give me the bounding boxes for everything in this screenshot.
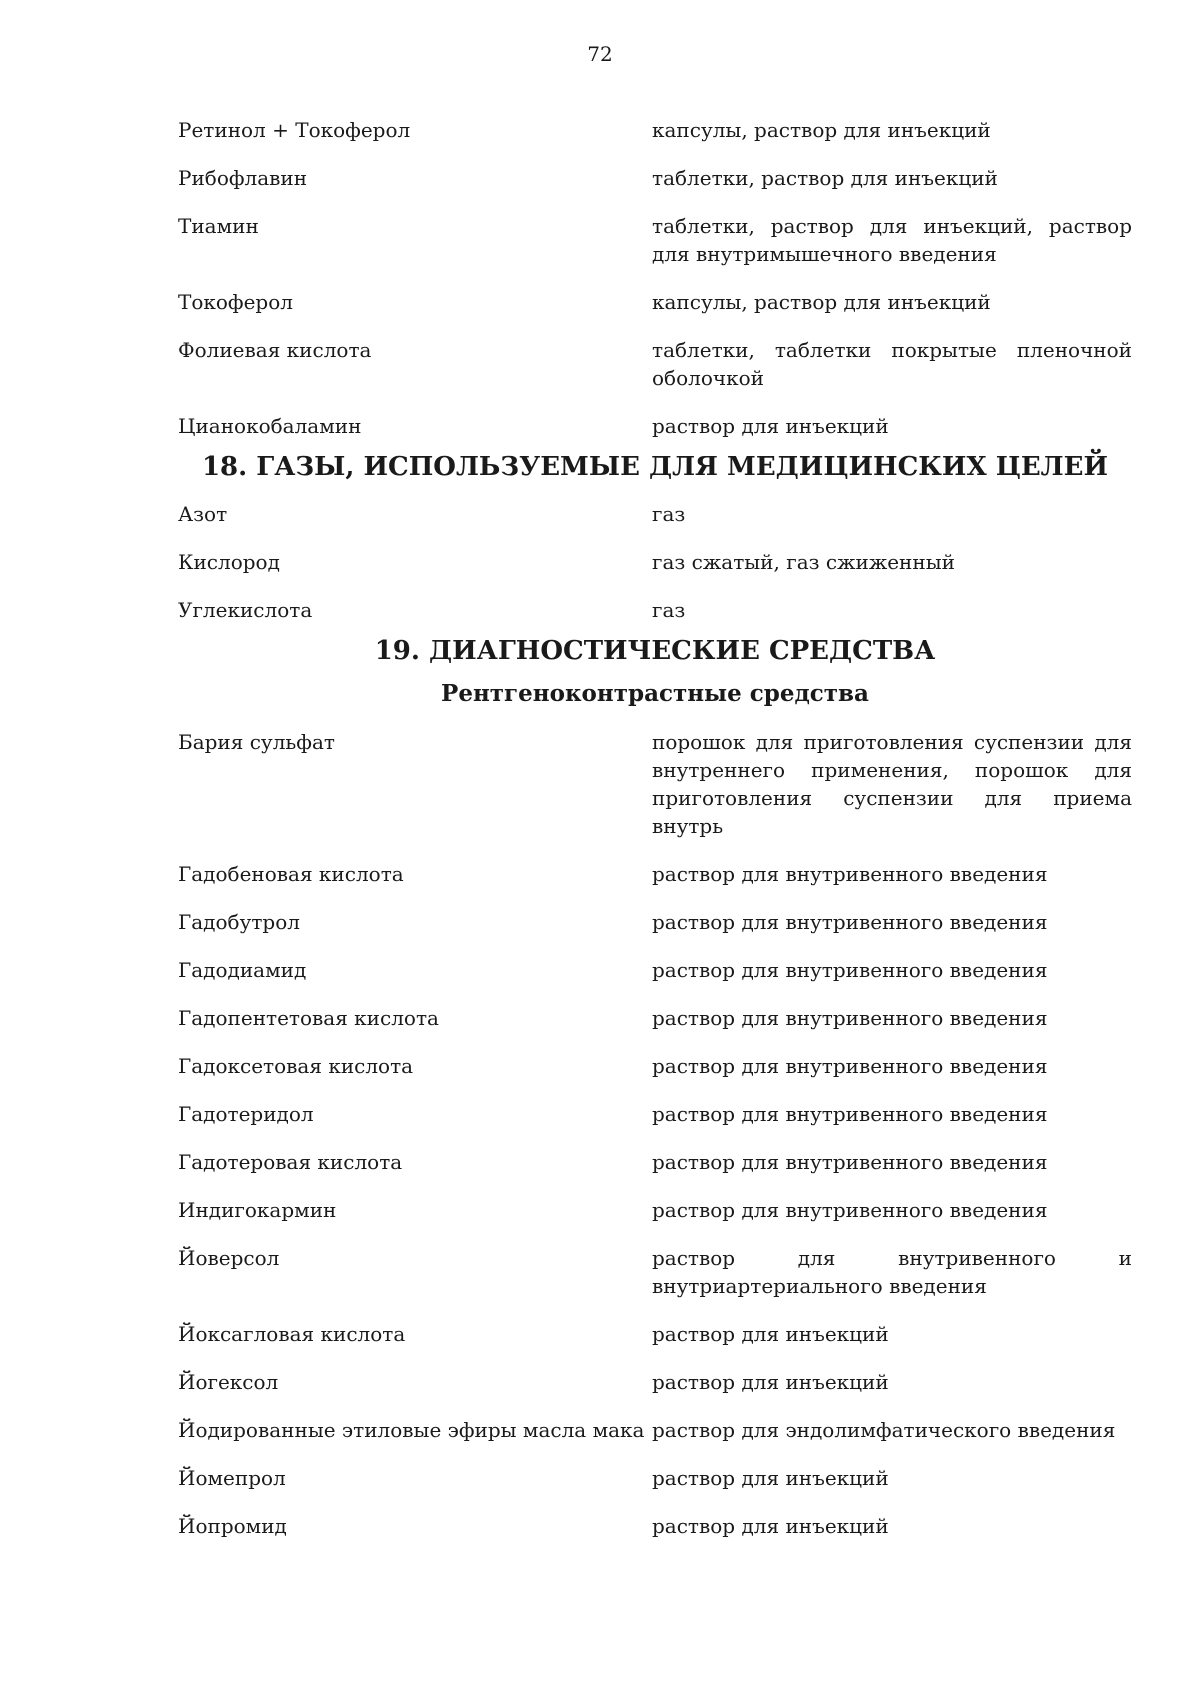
list-item [178,1004,1132,1032]
dosage-form: таблетки, раствор для инъекций [652,166,998,190]
dosage-form: газ [652,598,686,622]
list-item [178,548,1132,576]
drug-name: Гадопентетовая кислота [178,1006,439,1030]
dosage-form: раствор для инъекций [652,1370,889,1394]
dosage-form: раствор для внутривенного введения [652,1198,1048,1222]
dosage-form: раствор для внутривенного и внутриартериального введения [652,1246,1132,1298]
list-item [178,212,1132,268]
section-title-diagnostics: 19. ДИАГНОСТИЧЕСКИЕ СРЕДСТВА [374,636,936,666]
list-item [178,116,1132,144]
page-number: 72 [587,42,613,66]
drug-name: Ретинол + Токоферол [178,118,411,142]
list-item [178,1512,1132,1540]
drug-name: Цианокобаламин [178,414,362,438]
dosage-form: раствор для внутривенного введения [652,1006,1048,1030]
list-item [178,956,1132,984]
dosage-form: раствор для инъекций [652,1322,889,1346]
drug-name: Тиамин [178,214,259,238]
drug-name: Токоферол [178,290,293,314]
dosage-form: раствор для инъекций [652,414,889,438]
drug-name: Гадоксетовая кислота [178,1054,414,1078]
list-item [178,288,1132,316]
drug-name: Йодированные этиловые эфиры масла мака [178,1418,645,1442]
dosage-form: порошок для приготовления суспензии для внутреннего применения, порошок для приготовления суспензии для приема внутрь [652,730,1132,838]
dosage-form: раствор для внутривенного введения [652,1150,1048,1174]
dosage-form: капсулы, раствор для инъекций [652,118,991,142]
dosage-form: раствор для внутривенного введения [652,958,1048,982]
dosage-form: таблетки, таблетки покрытые пленочной оболочкой [652,338,1132,390]
list-item [178,860,1132,888]
dosage-form: капсулы, раствор для инъекций [652,290,991,314]
list-item [178,500,1132,528]
dosage-form: раствор для инъекций [652,1514,889,1538]
drug-name: Йогексол [178,1370,279,1394]
dosage-form: раствор для внутривенного введения [652,1102,1048,1126]
drug-name: Азот [178,502,228,526]
drug-name: Гадотеровая кислота [178,1150,403,1174]
list-item [178,336,1132,392]
list-item [178,1320,1132,1348]
drug-name: Гадодиамид [178,958,307,982]
subsection-title-contrast: Рентгеноконтрастные средства [441,680,869,707]
dosage-form: газ [652,502,686,526]
dosage-form: газ сжатый, газ сжиженный [652,550,955,574]
drug-name: Индигокармин [178,1198,337,1222]
drug-name: Фолиевая кислота [178,338,372,362]
list-item [178,728,1132,840]
dosage-form: раствор для внутривенного введения [652,910,1048,934]
list-item [178,1416,1132,1444]
list-item [178,1244,1132,1300]
drug-list [178,116,1132,1560]
drug-name: Йомепрол [178,1466,286,1490]
list-item [178,1100,1132,1128]
list-item [178,164,1132,192]
dosage-form: раствор для инъекций [652,1466,889,1490]
drug-name: Рибофлавин [178,166,308,190]
list-item [178,1052,1132,1080]
drug-name: Бария сульфат [178,730,335,754]
list-item [178,908,1132,936]
drug-name: Йоверсол [178,1246,280,1270]
dosage-form: раствор для эндолимфатического введения [652,1418,1116,1442]
list-item [178,1368,1132,1396]
list-item [178,412,1132,440]
section-title-gases: 18. ГАЗЫ, ИСПОЛЬЗУЕМЫЕ ДЛЯ МЕДИЦИНСКИХ ЦЕЛЕЙ [201,452,1109,482]
drug-name: Йопромид [178,1514,287,1538]
drug-name: Йоксагловая кислота [178,1322,406,1346]
dosage-form: раствор для внутривенного введения [652,1054,1048,1078]
list-item [178,596,1132,624]
dosage-form: таблетки, раствор для инъекций, раствор для внутримышечного введения [652,214,1132,266]
list-item [178,1464,1132,1492]
drug-name: Гадотеридол [178,1102,314,1126]
list-item [178,1148,1132,1176]
drug-name: Гадобеновая кислота [178,862,404,886]
drug-name: Гадобутрол [178,910,300,934]
list-item [178,1196,1132,1224]
drug-name: Кислород [178,550,280,574]
drug-name: Углекислота [178,598,313,622]
dosage-form: раствор для внутривенного введения [652,862,1048,886]
